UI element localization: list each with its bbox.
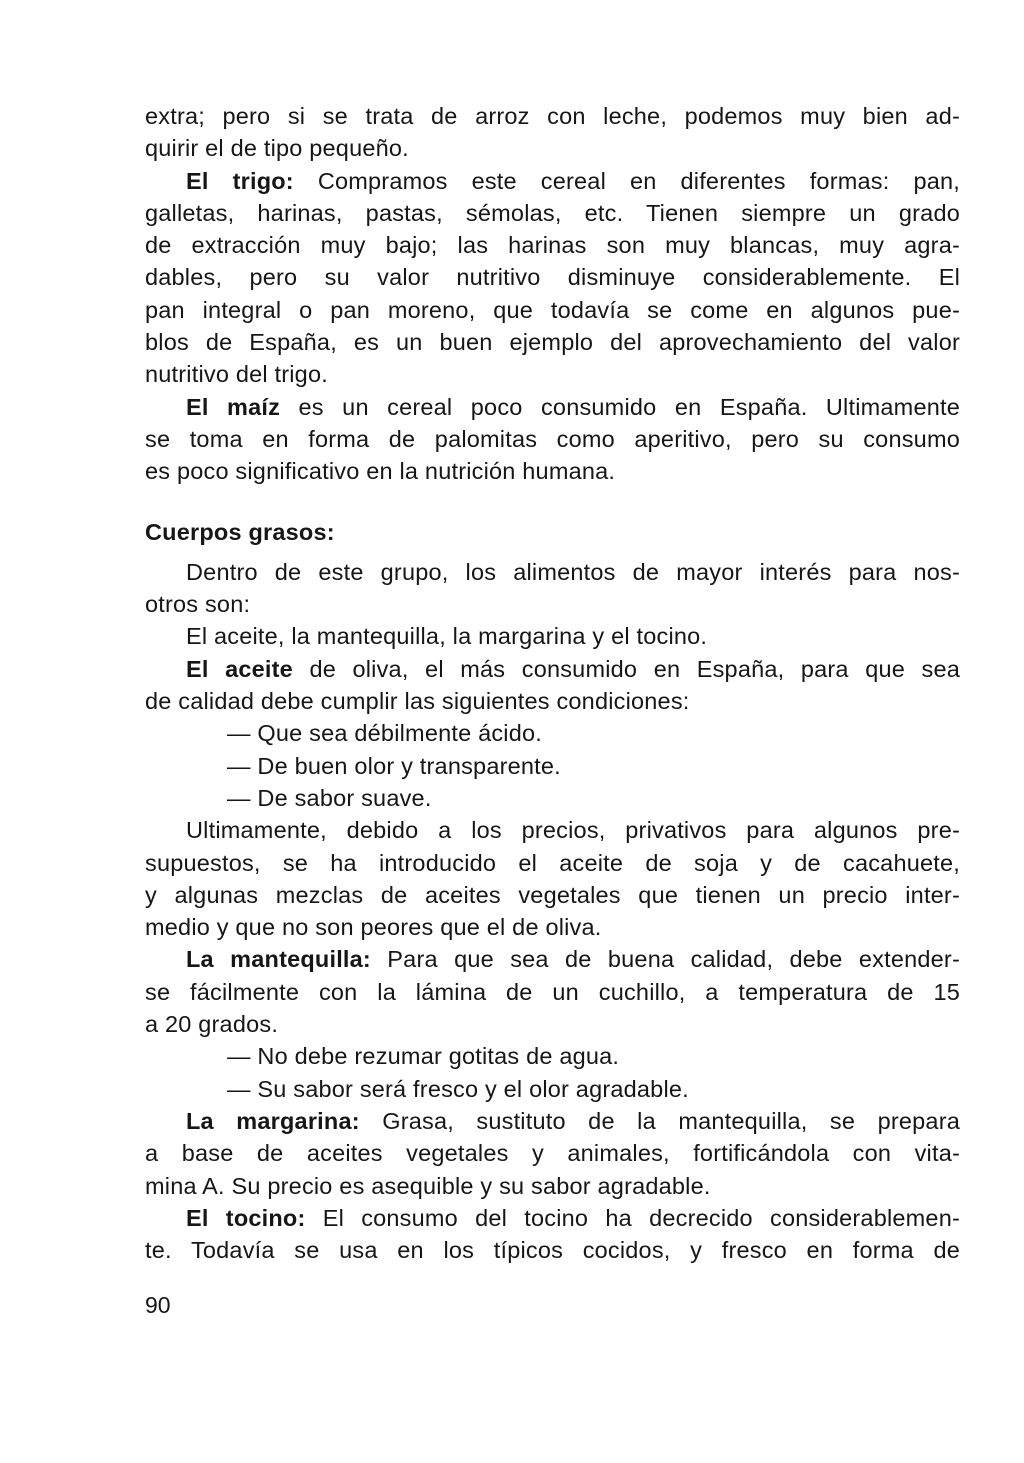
paragraph-maiz [145,391,960,423]
text-line: a 20 grados. [145,1011,279,1038]
paragraph-tocino [145,1202,960,1234]
section-heading: Cuerpos grasos: [145,518,335,545]
text-line: medio y que no son peores que el de oliva. [145,914,602,941]
text-line: quirir el de tipo pequeño. [145,135,409,162]
list-item: — De sabor suave. [227,784,432,811]
paragraph-trigo [145,165,960,197]
list-item: — Que sea débilmente ácido. [227,720,542,747]
page-number: 90 [145,1292,171,1318]
text-line: es un cereal poco consumido en España. Ultimamente [280,393,960,420]
term-maiz: El maíz [186,393,281,420]
term-margarina: La margarina: [186,1107,360,1134]
paragraph-mantequilla [145,943,960,975]
term-tocino: El tocino: [186,1204,306,1231]
page-body [145,100,960,1266]
list-item: — De buen olor y transparente. [227,752,561,779]
text-line: a base de aceites vegetales y animales, fortificándola con vita- [145,1140,960,1167]
text-line: te. Todavía se usa en los típicos cocidos, y fresco en forma de [145,1237,960,1264]
text-line: y algunas mezclas de aceites vegetales que tienen un precio inter- [145,881,960,908]
term-mantequilla: La mantequilla: [186,946,371,973]
text-line: extra; pero si se trata de arroz con leche, podemos muy bien ad- [145,103,960,129]
text-line: se fácilmente con la lámina de un cuchillo, a temperatura de 15 [145,978,960,1005]
text-line: nutritivo del trigo. [145,361,328,388]
text-line: Grasa, sustituto de la mantequilla, se prepara [359,1107,960,1134]
text-line: de oliva, el más consumido en España, para que sea [292,655,961,682]
text-line: El consumo del tocino ha decrecido considerablemen- [305,1204,960,1231]
text-line: de extracción muy bajo; las harinas son muy blancas, muy agra- [145,232,960,259]
text-line: Para que sea de buena calidad, debe extender- [370,946,960,973]
text-line: mina A. Su precio es asequible y su sabor agradable. [145,1172,711,1199]
term-trigo: El trigo: [186,167,294,194]
text-line: Dentro de este grupo, los alimentos de mayor interés para nos- [186,558,960,585]
text-line: otros son: [145,591,251,618]
paragraph-margarina [145,1105,960,1137]
text-line: Compramos este cereal en diferentes formas: pan, [293,167,960,194]
text-line: se toma en forma de palomitas como aperitivo, pero su consumo [145,425,960,452]
text-line: dables, pero su valor nutritivo disminuye considerablemente. El [145,264,960,291]
text-line: supuestos, se ha introducido el aceite de soja y de cacahuete, [145,849,960,876]
list-item: — No debe rezumar gotitas de agua. [227,1043,620,1070]
text-line: blos de España, es un buen ejemplo del aprovechamiento del valor [145,329,960,356]
paragraph-aceite [145,653,960,685]
text-line: es poco significativo en la nutrición humana. [145,458,616,485]
text-line: de calidad debe cumplir las siguientes condiciones: [145,688,690,715]
text-line: El aceite, la mantequilla, la margarina y el tocino. [186,623,708,650]
text-line: pan integral o pan moreno, que todavía se come en algunos pue- [145,296,960,323]
list-item: — Su sabor será fresco y el olor agradable. [227,1075,689,1102]
text-line: galletas, harinas, pastas, sémolas, etc. Tienen siempre un grado [145,199,960,226]
text-line: Ultimamente, debido a los precios, privativos para algunos pre- [186,817,960,844]
term-aceite: El aceite [186,655,293,682]
